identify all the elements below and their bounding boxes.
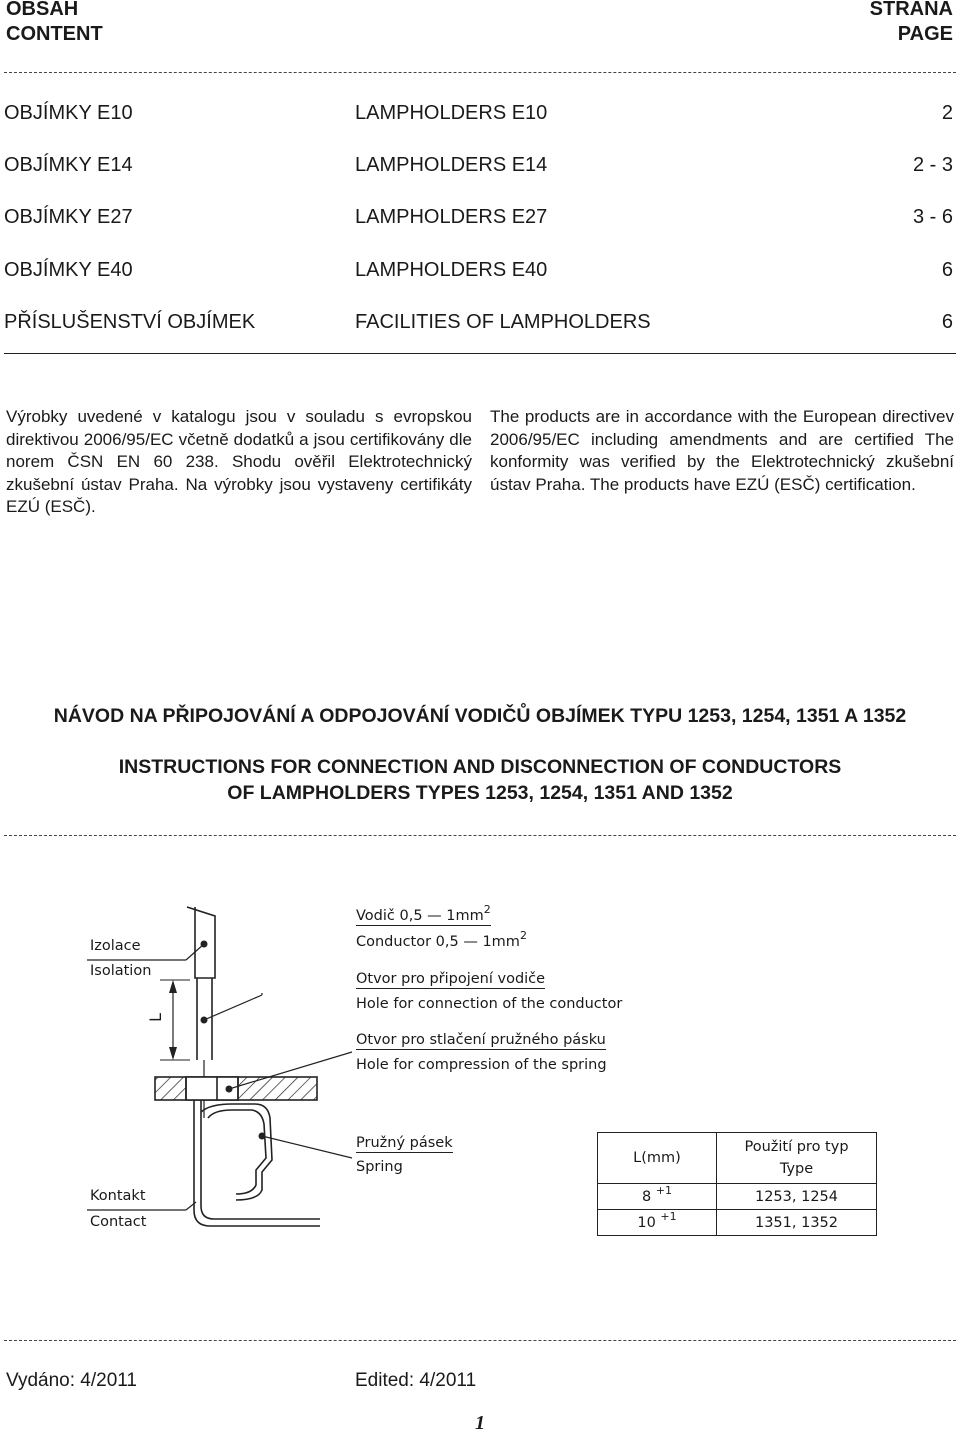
spec-table-header-row — [598, 1133, 877, 1184]
spec-l-value: 8 — [641, 1188, 652, 1205]
spec-table — [597, 1132, 877, 1236]
toc-item-page: 3 - 6 — [912, 206, 953, 228]
spec-header-l: L(mm) — [598, 1133, 717, 1184]
paragraph-en: The products are in accordance with the European directivev 2006/95/EC including amendments and are certified The konformity was verified by the Elektrotechnický zkušební ústav Praha. The products have EZÚ (ESČ) certification. — [490, 407, 954, 494]
label-conductor-cz-exp: 2 — [483, 903, 491, 916]
label-conductor-en-text: Conductor 0,5 — 1mm — [356, 934, 520, 950]
label-conductor-cz — [356, 903, 491, 926]
spec-header-use-en: Type — [779, 1161, 814, 1177]
table-row — [598, 1184, 877, 1210]
label-hole-connection-cz: Otvor pro připojení vodiče — [356, 971, 546, 987]
label-hole-compression-cz: Otvor pro stlačení pružného pásku — [356, 1032, 606, 1048]
spec-header-use — [717, 1133, 877, 1184]
label-spring-cz: Pružný pásek — [356, 1135, 453, 1151]
toc-item-cz: OBJÍMKY E40 — [4, 259, 133, 281]
header-page: PAGE — [897, 23, 953, 45]
toc-item-cz: OBJÍMKY E27 — [4, 206, 133, 228]
label-conductor-cz-text: Vodič 0,5 — 1mm — [356, 908, 484, 924]
toc-item-page: 2 - 3 — [912, 154, 953, 176]
toc-item-page: 2 — [941, 102, 953, 124]
label-conductor-en-exp: 2 — [519, 929, 527, 942]
paragraph-cz: Výrobky uvedené v katalogu jsou v souladu s evropskou direktivou 2006/95/EC včetně dodatků a jsou certifikovány dle norem ČSN EN 60 238. Shodu ověřil Elektrotechnický zkušební ústav Praha. Na výrobky jsou vystaveny certifikáty EZÚ (ESČ). — [6, 407, 472, 517]
toc-item-en: LAMPHOLDERS E14 — [355, 154, 548, 176]
table-row — [598, 1210, 877, 1236]
toc-divider — [4, 353, 956, 354]
instructions-title-en-2: OF LAMPHOLDERS TYPES 1253, 1254, 1351 AND 1352 — [227, 782, 733, 804]
label-hole-connection-en: Hole for connection of the conductor — [356, 996, 623, 1012]
toc-item-cz: OBJÍMKY E14 — [4, 154, 133, 176]
toc-item-en: LAMPHOLDERS E10 — [355, 102, 548, 124]
toc-item-cz: OBJÍMKY E10 — [4, 102, 133, 124]
toc-item-en: LAMPHOLDERS E40 — [355, 259, 548, 281]
header-right — [870, 0, 953, 47]
toc-item-en: LAMPHOLDERS E27 — [355, 206, 548, 228]
header-obsah: OBSAH — [6, 0, 79, 20]
label-conductor-en — [356, 929, 527, 950]
label-isolation-cz: Izolace — [90, 938, 141, 954]
label-isolation-en: Isolation — [90, 963, 152, 979]
footer-issued-cz: Vydáno: 4/2011 — [6, 1370, 137, 1391]
spec-l-tolerance: +1 — [660, 1209, 677, 1223]
spec-header-use-cz: Použití pro typ — [744, 1139, 849, 1155]
instructions-title-cz: NÁVOD NA PŘIPOJOVÁNÍ A ODPOJOVÁNÍ VODIČŮ OBJÍMEK TYPU 1253, 1254, 1351 A 1352 — [53, 705, 907, 727]
instructions-divider — [4, 835, 956, 836]
label-length-l: L — [145, 1013, 165, 1022]
toc-item-page: 6 — [941, 311, 953, 333]
header-content: CONTENT — [6, 23, 103, 45]
spec-l-value: 10 — [637, 1214, 656, 1231]
label-spring-en: Spring — [356, 1159, 403, 1175]
spec-l-tolerance: +1 — [655, 1183, 673, 1197]
label-hole-compression-en: Hole for compression of the spring — [356, 1057, 607, 1073]
spec-cell-l — [598, 1184, 717, 1210]
label-contact-cz: Kontakt — [90, 1188, 146, 1204]
footer-divider — [4, 1340, 956, 1341]
toc-item-en: FACILITIES OF LAMPHOLDERS — [355, 311, 651, 333]
spec-cell-l — [598, 1210, 717, 1236]
header-strana: STRANA — [869, 0, 953, 20]
spec-cell-types: 1253, 1254 — [717, 1184, 877, 1210]
toc-item-cz: PŘÍSLUŠENSTVÍ OBJÍMEK — [4, 311, 256, 333]
spec-cell-types: 1351, 1352 — [717, 1210, 877, 1236]
instructions-title-en-1: INSTRUCTIONS FOR CONNECTION AND DISCONNECTION OF CONDUCTORS — [118, 756, 842, 778]
label-contact-en: Contact — [90, 1214, 147, 1230]
header-divider — [4, 72, 956, 73]
page-number: 1 — [475, 1412, 485, 1434]
footer-issued-en: Edited: 4/2011 — [355, 1370, 477, 1391]
header-left — [6, 0, 103, 47]
toc-item-page: 6 — [941, 259, 953, 281]
